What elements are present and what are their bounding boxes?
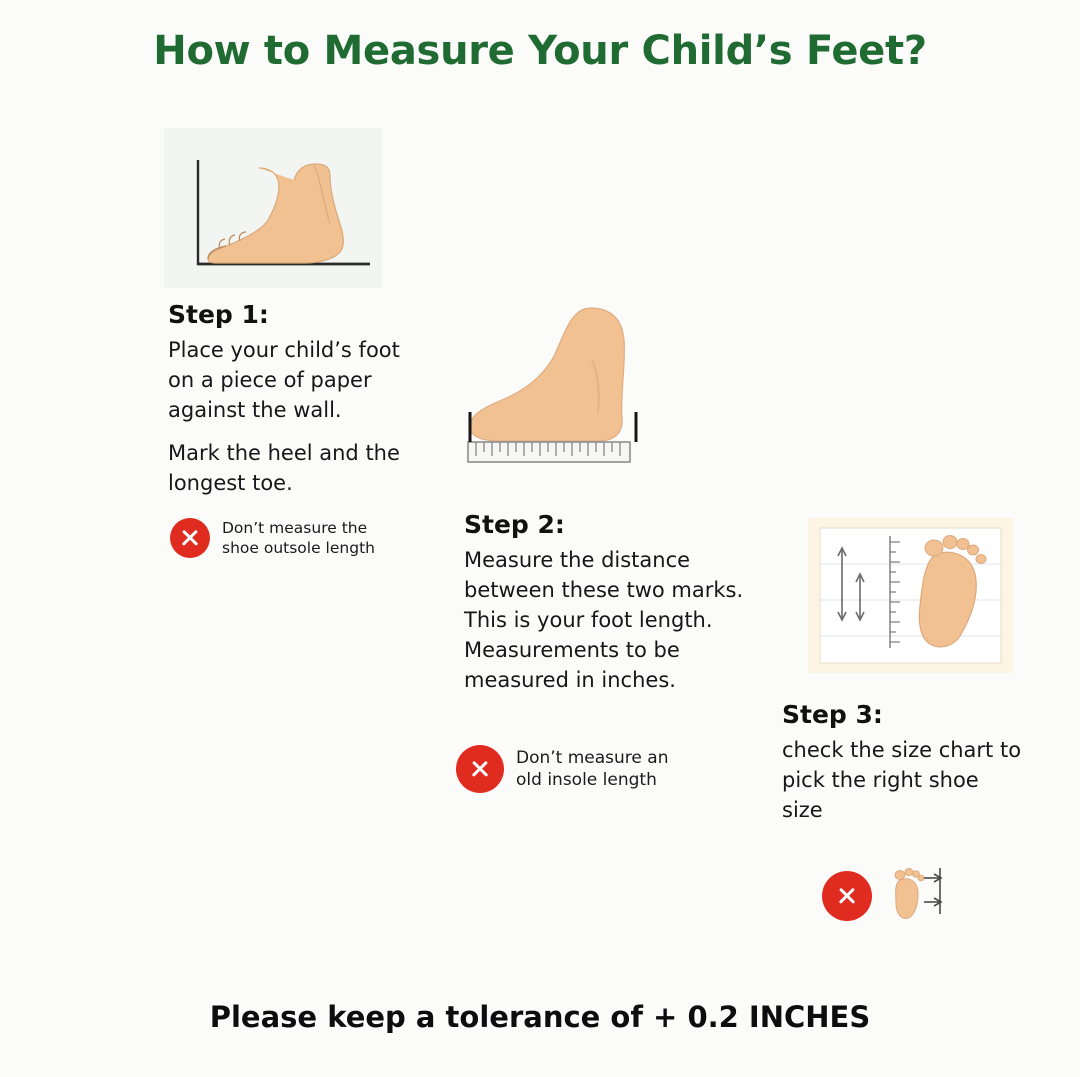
cross-icon — [456, 745, 504, 793]
step-1-block — [168, 300, 408, 498]
step-3-warning — [822, 862, 954, 929]
step-3-heading: Step 3: — [782, 700, 883, 729]
step-2-heading: Step 2: — [464, 510, 565, 539]
step-1-warning-text: Don’t measure the shoe outsole length — [222, 519, 375, 557]
step-1-line-2: Mark the heel and the longest toe. — [168, 441, 400, 495]
footprint-arrow-icon — [884, 862, 954, 929]
step-3-text — [782, 735, 1022, 825]
step-2-line-1: Measure the distance between these two marks. This is your foot length. Measurements to be measured in inches. — [464, 548, 744, 692]
tolerance-note: Please keep a tolerance of + 0.2 INCHES — [209, 1000, 871, 1034]
step-2-warning — [456, 745, 686, 793]
step-1-text — [168, 335, 408, 498]
foot-against-wall-illustration — [164, 128, 382, 288]
step-2-text — [464, 545, 774, 695]
cross-icon — [822, 871, 872, 921]
step-3-line-1: check the size chart to pick the right shoe size — [782, 738, 1022, 822]
step-1-line-1: Place your child’s foot on a piece of paper against the wall. — [168, 338, 400, 422]
step-2-warning-text: Don’t measure an old insole length — [516, 748, 669, 790]
foot-on-ruler-illustration — [440, 300, 690, 485]
step-1-warning — [170, 518, 385, 558]
page-title: How to Measure Your Child’s Feet? — [153, 28, 927, 74]
step-1-heading: Step 1: — [168, 300, 269, 329]
step-3-block — [782, 700, 1022, 825]
step-2-block — [464, 510, 774, 695]
cross-icon — [170, 518, 210, 558]
footprint-size-chart-illustration — [808, 518, 1013, 673]
